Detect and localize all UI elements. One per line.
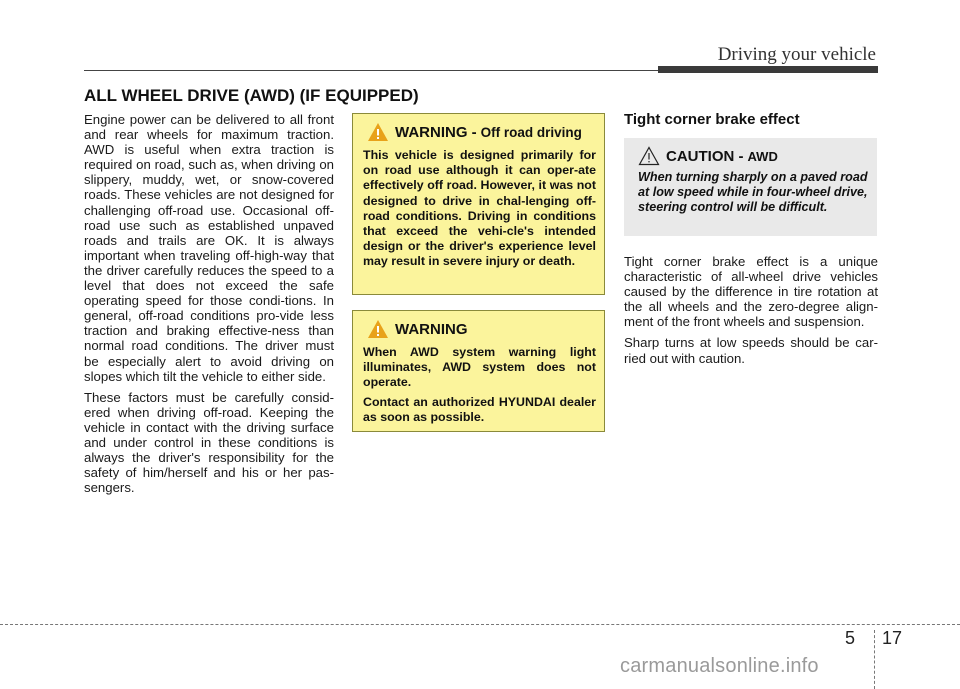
warning-box-offroad [352, 113, 605, 295]
paragraph: Sharp turns at low speeds should be car-ried out with caution. [624, 335, 878, 366]
warning-title: WARNING [395, 320, 468, 338]
column-3 [624, 254, 878, 372]
warning-body-line: When AWD system warning light illuminates, AWD system does not operate. [363, 345, 596, 390]
caution-triangle-icon [638, 146, 660, 166]
paragraph: Tight corner brake effect is a unique characteristic of all-wheel drive vehicles caused by the difference in tire rotation at the all wheels and the zero-degree align-ment of the front wheels and suspension. [624, 254, 878, 330]
warning-header [367, 122, 596, 142]
page-chapter: 5 [845, 628, 856, 648]
paragraph: Engine power can be delivered to all front and rear wheels for maximum traction. AWD is useful when extra traction is required on road, such as, when driving on slippery, muddy, wet, or snow-covered roads. These vehicles are not designed for challenging off-road use. Occasional off-road use such as established unpaved roads and trails are OK. It is always important when traveling off-high-way that the driver carefully reduces the speed to a level that does not exceed the safe operating speed for those condi-tions. In general, off-road conditions pro-vide less traction and braking effective-ness than normal road conditions. The driver must be especially alert to avoid driving on slopes which tilt the vehicle to either side. [84, 112, 334, 384]
footer-divider [874, 630, 875, 689]
warning-header [367, 319, 596, 339]
caution-body: When turning sharply on a paved road at low speed while in four-wheel drive, steering control will be difficult. [638, 170, 868, 215]
tight-corner-heading: Tight corner brake effect [624, 111, 800, 128]
column-1 [84, 112, 334, 501]
paragraph: These factors must be carefully consid-ered when driving off-road. Keeping the vehicle in contact with the driving surface and under control in these conditions is always the driver's responsibility for the safety of him/herself and his or her pas-sengers. [84, 389, 334, 496]
caution-header [638, 146, 869, 166]
warning-body: This vehicle is designed primarily for on road use although it can oper-ate effectively off road. However, it was not designed to drive in chal-lenging off-road conditions. Driving in conditions that exceed the vehi-cle's intended design or the driver's experience level may result in severe injury or death. [363, 148, 596, 269]
caution-subtitle: AWD [747, 148, 778, 164]
watermark: carmanualsonline.info [620, 655, 819, 677]
section-heading: ALL WHEEL DRIVE (AWD) (IF EQUIPPED) [84, 86, 419, 105]
warning-subtitle: Off road driving [480, 124, 582, 140]
caution-box [624, 138, 877, 236]
header-bar [658, 66, 878, 73]
page-number: 17 [882, 628, 903, 648]
warning-triangle-icon [367, 122, 389, 142]
warning-title: WARNING - [395, 123, 477, 141]
warning-box-awd [352, 310, 605, 432]
chapter-title: Driving your vehicle [717, 44, 876, 65]
warning-triangle-icon [367, 319, 389, 339]
footer-rule [0, 624, 960, 625]
warning-body-line: Contact an authorized HYUNDAI dealer as soon as possible. [363, 394, 596, 424]
header-rule [84, 70, 660, 71]
caution-title: CAUTION - [666, 147, 744, 165]
